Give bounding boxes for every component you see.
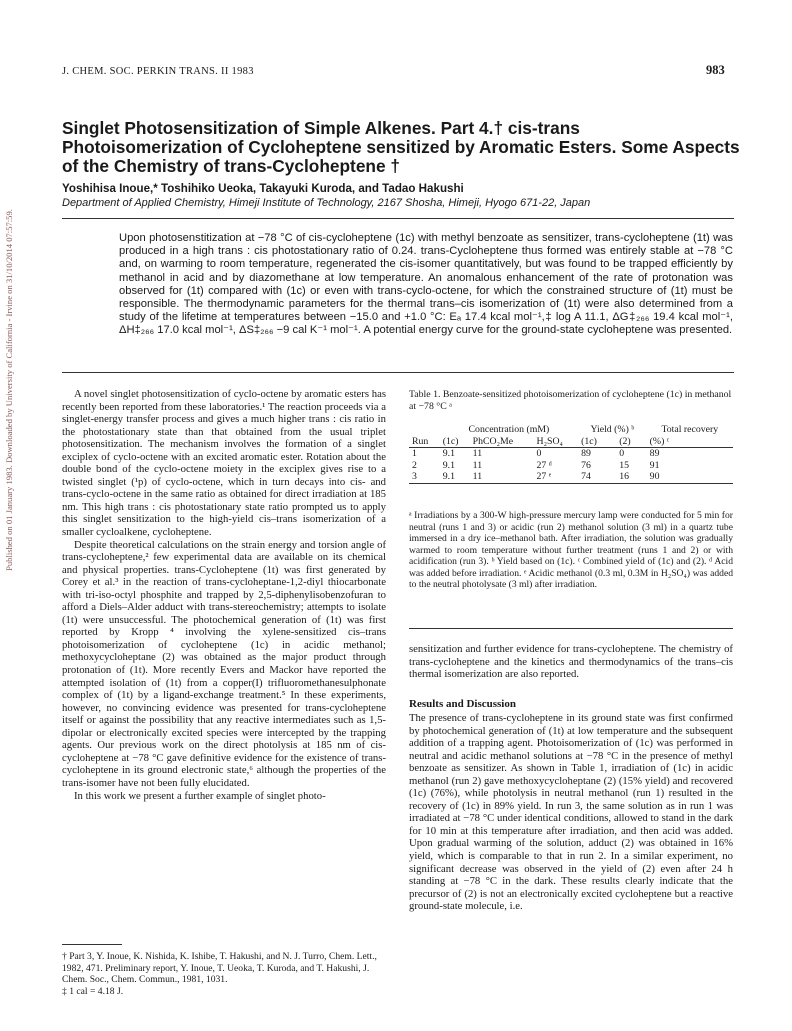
- table-cell: 74: [581, 471, 591, 482]
- table-1: [409, 424, 733, 484]
- table-cell: 9.1: [442, 448, 455, 459]
- table-cell: 90: [649, 471, 660, 482]
- table-end-rule: [409, 628, 733, 629]
- table-cell: 16: [619, 471, 629, 482]
- left-column: [62, 388, 386, 802]
- article-title: Singlet Photosensitization of Simple Alkenes. Part 4.† cis-trans Photoisomerization of Cycloheptene sensitized by Aromatic Esters. Some Aspects of the Chemistry of trans-Cycloheptene †: [62, 118, 740, 176]
- abstract-rule: [62, 372, 734, 373]
- abstract: Upon photosenstitization at −78 °C of cis-cycloheptene (1c) with methyl benzoate as sensitizer, trans-cycloheptene (1t) was produced in a high trans : cis photostationary ratio of 0.24. trans-Cycloheptene thus formed was entirely stable at −78 °C and, on warming to room temperature, regenerated the cis-isomer quantitatively, but was found to be trapped efficiently by methanol in acid and by diazomethane at low temperature. An anomalous enhancement of the rate of protonation was observed for (1t) compared with (1c) or even with trans-cyclo-octene, for which the constrained structure of (1t) must be responsible. The thermodynamic parameters for the thermal trans–cis isomerization of (1t) were also determined from a study of the lifetime at temperatures between −15.0 and +1.0 °C: Eₐ 17.4 kcal mol⁻¹,‡ log A 11.1, ΔG‡₂₆₆ 19.4 kcal mol⁻¹, ΔH‡₂₆₆ 17.0 kcal mol⁻¹, ΔS‡₂₆₆ −9 cal K⁻¹ mol⁻¹. A potential energy curve for the ground-state cycloheptene was presented.: [119, 232, 733, 337]
- table-caption: Table 1. Benzoate-sensitized photoisomerization of cycloheptene (1c) in methanol at −78 °C ᵃ: [409, 389, 732, 412]
- table-header: H₂SO₄: [536, 435, 563, 447]
- total-header: Total recovery: [661, 424, 719, 435]
- download-sidebar: [2, 160, 16, 620]
- yield-header: Yield (%) ᵇ: [590, 424, 635, 435]
- table-cell: 0: [619, 448, 625, 459]
- table-header: PhCO₂Me: [472, 435, 514, 447]
- results-text: [409, 712, 733, 913]
- table-cell: 9.1: [442, 471, 455, 482]
- table-cell: 11: [472, 471, 483, 482]
- table-header: Run: [412, 435, 429, 447]
- table-header: (2): [619, 435, 631, 447]
- table-cell: 91: [649, 459, 660, 471]
- section-heading: Results and Discussion: [409, 698, 516, 710]
- table-group-header: [409, 424, 733, 436]
- table-cell: 15: [619, 459, 629, 471]
- affiliation: Department of Applied Chemistry, Himeji Institute of Technology, 2167 Shosha, Himeji, Hyogo 671-22, Japan: [62, 197, 591, 209]
- table-cell: 9.1: [442, 459, 455, 471]
- right-column-intro: [409, 643, 733, 681]
- table-row: [409, 460, 733, 472]
- table-header: (1c): [581, 435, 597, 447]
- paragraph: In this work we present a further example of singlet photo-: [74, 789, 326, 802]
- concentration-header: Concentration (mM): [468, 424, 550, 435]
- table-cell: 76: [581, 459, 591, 471]
- table-cell: 27 ᵉ: [536, 471, 552, 482]
- paragraph: A novel singlet photosensitization of cyclo-octene by aromatic esters has recently been reported from these laboratories.¹ The reaction proceeds via a singlet-energy transfer process and gives a much higher trans : cis ratio in the photostationary state than that obtained from the usual triplet photosensitization. The mechanism involves the formation of a singlet exciplex of cyclo-octene with an excited aromatic ester. Rotation about the double bond of the cyclo-octene moiety in the exciplex gives rise to a twisted singlet (¹p) of cyclo-octene, which in turn decays into cis- and trans-cyclo-octene in the same ratio as obtained for direct irradiation at 185 nm. This high trans : cis photostationary state ratio prompted us to apply this singlet sensitization to the high-yield cis–trans isomerization of a smaller cycloalkene, cycloheptene.: [62, 388, 386, 539]
- download-notice: Published on 01 January 1983. Downloaded by University of California - Irvine on 31/10/2014 07:57:59.: [4, 209, 14, 571]
- table-cell: 11: [472, 448, 483, 459]
- table-cell: 89: [581, 448, 591, 459]
- table-row: [409, 471, 733, 483]
- table-header: (1c): [442, 435, 459, 447]
- authors: Yoshihisa Inoue,* Toshihiko Ueoka, Takayuki Kuroda, and Tadao Hakushi: [62, 182, 464, 195]
- page-number: 983: [706, 63, 725, 77]
- table-notes: ᵃ Irradiations by a 300-W high-pressure mercury lamp were conducted for 5 min for neutral (runs 1 and 3) or acidic (run 2) methanol solution (3 ml) in a quartz tube immersed in a dry ice–methanol bath. After irradiation, the solution was gradually warmed to room temperature without further treatment (runs 1 and 2) or with acidification (run 3). ᵇ Yield based on (1c). ᶜ Combined yield of (1c) and (2). ᵈ Acid was added before irradiation. ᵉ Acidic methanol (0.3 ml, 0.3M in H₂SO₄) was added to the neutral photolysate (3 ml) after irradiation.: [409, 510, 733, 590]
- journal-header: J. CHEM. SOC. PERKIN TRANS. II 1983: [62, 66, 254, 77]
- footnote-rule: [62, 944, 122, 945]
- table-row: [409, 448, 733, 460]
- table-cell: 11: [472, 459, 483, 471]
- table-cell: 1: [412, 448, 417, 459]
- table-cell: 2: [412, 459, 417, 471]
- table-cell: 0: [536, 448, 542, 459]
- table-header: (%) ᶜ: [649, 435, 670, 447]
- footnotes: [62, 951, 386, 997]
- paragraph: sensitization and further evidence for trans-cycloheptene. The chemistry of trans-cycloheptene and the kinetics and thermodynamics of the trans–cis thermal isomerization are also reported.: [409, 643, 733, 681]
- table-cell: 89: [649, 448, 660, 459]
- table-cell: 3: [412, 471, 417, 482]
- header-rule: [62, 218, 734, 219]
- paragraph: The presence of trans-cycloheptene in its ground state was first confirmed by photochemical generation of (1t) at low temperature and the subsequent addition of a trapping agent. Photoisomerization of (1c) was performed in neutral and acidic methanol solutions at −78 °C in the presence of methyl benzoate as sensitizer. As shown in Table 1, irradiation of (1c) in acidic methanol (run 2) gave methoxycycloheptane (2) (15% yield) and recovered (1c) (76%), while photolysis in neutral methanol (run 1) resulted in the recovery of (1c) in 89% yield. In run 3, the same solution as in run 1 was irradiated at −78 °C under identical conditions, allowed to stand in the dark for 10 min at this temperature after irradiation, and then acid was added. Upon gradual warming of the solution, adduct (2) was obtained in 16% yield, which is comparable to that in run 2. In a similar experiment, no significant decrease was observed in the yield of (2) even after 24 h standing at −78 °C in the dark. These results clearly indicate that the precursor of (2) is not an electronically excited cycloheptene but a reactive ground-state molecule, i.e.: [409, 712, 733, 913]
- footnote: ‡ 1 cal = 4.18 J.: [62, 985, 124, 997]
- paragraph: Despite theoretical calculations on the strain energy and torsion angle of trans-cycloheptene,² few experimental data are available on its chemical and physical properties. trans-Cycloheptene (1t) was first generated by Corey et al.³ in the reaction of trans-cycloheptane-1,2-diyl thiocarbonate with tri-iso-octyl phosphite and trapped by 2,5-diphenylisobenzofuran to afford a Diels–Alder adduct with trans-stereochemistry; attempts to isolate (1t) were unsuccessful. The photochemical generation of (1t) was first reported by Kropp ⁴ involving the xylene-sensitized cis–trans photoisomerization of cycloheptene (1c) in acidic methanol; methoxycycloheptane (2) was obtained as the major product through protonation of (1t). More recently Evers and Mackor have reported the attempted isolation of (1t) from a copper(I) trifluoromethanesulphonate complex of (1t) by a ligand-exchange treatment.⁵ In these experiments, however, no convincing evidence was presented for trans-cycloheptene itself or against the possibility that any reactive intermediates such as 1,5-dipolar or electronically excited species were intercepted by the trapping agents. Our previous work on the direct photolysis at 185 nm of cis-cycloheptene at −78 °C gave definitive evidence for the existence of trans-cycloheptene in its ground electronic state,⁶ although the properties of the trans-isomer have not been fully elucidated.: [62, 538, 386, 789]
- table-header-row: [409, 436, 733, 448]
- footnote: † Part 3, Y. Inoue, K. Nishida, K. Ishibe, T. Hakushi, and N. J. Turro, Chem. Lett., 1982, 471. Preliminary report, Y. Inoue, T. Ueoka, T. Kuroda, and T. Hakushi, J. Chem. Soc., Chem. Commun., 1981, 1031.: [62, 951, 377, 985]
- table-cell: 27 ᵈ: [536, 459, 552, 471]
